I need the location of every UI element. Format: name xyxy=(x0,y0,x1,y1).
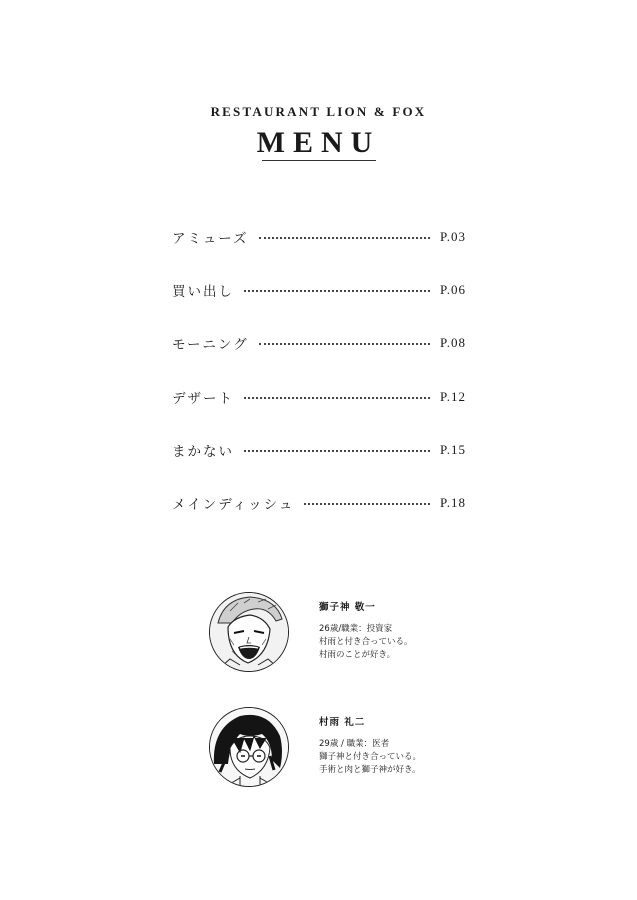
character-info xyxy=(319,599,479,662)
character-detail: 村雨と付き合っている。 xyxy=(319,637,413,647)
character-detail: 手術と肉と獅子神が好き。 xyxy=(319,765,421,775)
dot-leader xyxy=(244,397,430,399)
toc-page-number: P.12 xyxy=(439,388,466,404)
title-underline xyxy=(262,160,376,161)
character-detail: 獅子神と付き合っている。 xyxy=(319,752,422,762)
portrait-illustration-2 xyxy=(210,708,288,786)
toc-label: メインディッシュ xyxy=(172,497,295,514)
character-card-murasame xyxy=(209,707,469,787)
toc-label: 買い出し xyxy=(172,283,234,300)
toc-page-number: P.06 xyxy=(439,281,466,297)
toc-label: モーニング xyxy=(172,337,249,354)
toc-label: アミューズ xyxy=(172,230,249,247)
toc-entry-dessert[interactable] xyxy=(172,370,466,423)
character-detail: 村雨のことが好き。 xyxy=(319,650,396,660)
dot-leader xyxy=(244,290,430,292)
character-info xyxy=(319,714,479,777)
menu-title: MENU xyxy=(256,126,381,159)
dot-leader xyxy=(259,343,430,345)
toc-entry-amuse[interactable] xyxy=(172,210,466,263)
dot-leader xyxy=(304,503,430,505)
character-portrait xyxy=(209,592,289,672)
character-name: 村雨 礼二 xyxy=(319,717,366,728)
dot-leader xyxy=(244,450,430,452)
toc-page-number: P.08 xyxy=(439,335,466,351)
toc-entry-makanai[interactable] xyxy=(172,423,466,476)
toc-page-number: P.15 xyxy=(439,441,466,457)
character-detail: 26歳/職業：投資家 xyxy=(319,624,393,634)
restaurant-subtitle: RESTAURANT LION & FOX xyxy=(210,104,427,119)
toc-page-number: P.03 xyxy=(439,228,466,244)
toc-page-number: P.18 xyxy=(439,495,466,511)
toc-entry-shopping[interactable] xyxy=(172,263,466,316)
toc-label: まかない xyxy=(172,443,234,460)
character-card-shishigami xyxy=(209,592,469,672)
toc-entry-main-dish[interactable] xyxy=(172,476,466,529)
table-of-contents xyxy=(172,210,466,530)
character-detail: 29歳 / 職業：医者 xyxy=(319,739,390,749)
character-name: 獅子神 敬一 xyxy=(319,602,376,613)
portrait-illustration-1 xyxy=(210,593,288,671)
character-portrait xyxy=(209,707,289,787)
toc-entry-morning[interactable] xyxy=(172,317,466,370)
toc-label: デザート xyxy=(172,390,234,407)
dot-leader xyxy=(259,237,430,239)
